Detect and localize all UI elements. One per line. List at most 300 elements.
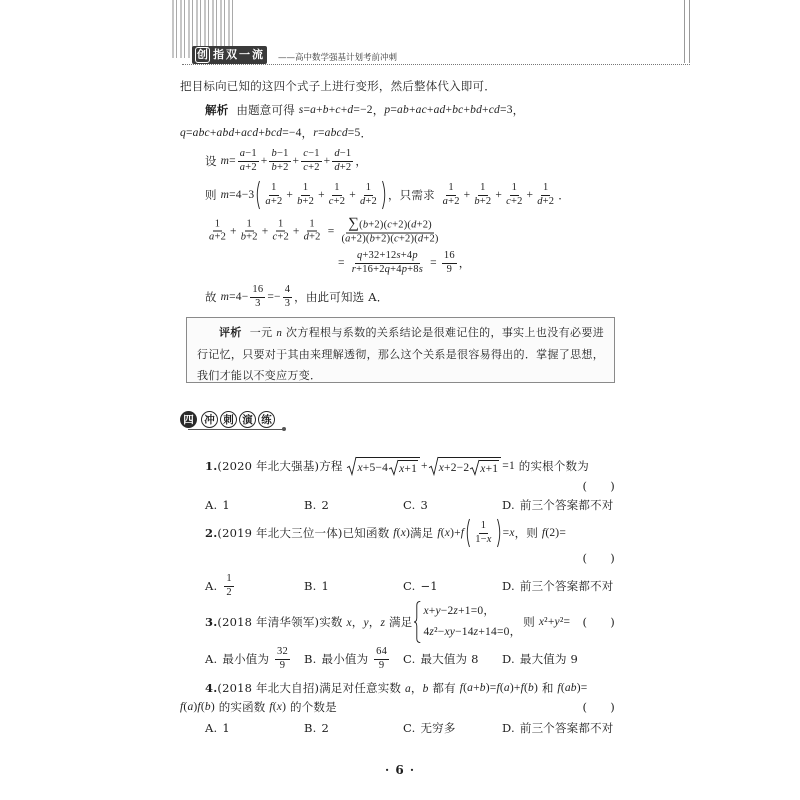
- summation-symbol: ∑: [348, 215, 360, 232]
- text-run: 1: [222, 498, 230, 512]
- radicand: [438, 457, 502, 475]
- fraction-numerator: 1: [478, 182, 487, 196]
- answer-bracket: ( ): [582, 615, 615, 629]
- math-expression: +: [323, 155, 331, 167]
- math-expression: +: [292, 225, 300, 237]
- question-line: [180, 699, 615, 715]
- math-variable: a: [467, 682, 474, 694]
- text-run: ，由此可知选 A．: [294, 290, 389, 304]
- options-row: [205, 573, 613, 599]
- option-label: D.: [502, 721, 515, 735]
- math-expression: =1: [502, 460, 515, 472]
- math-variable: c: [488, 104, 495, 116]
- math-variable: f: [541, 527, 546, 539]
- math-expression: +: [286, 189, 294, 201]
- text-run: 故: [205, 290, 221, 304]
- math-variable: b: [271, 161, 277, 173]
- math-variable: b: [222, 127, 229, 139]
- math-expression: =: [338, 257, 345, 269]
- fraction-denominator: (a+2)(b+2)(c+2)(d+2): [341, 233, 439, 244]
- fraction: [535, 182, 556, 208]
- math-variable: c: [336, 127, 342, 139]
- math-variable: c: [506, 195, 511, 207]
- math-variable: a: [241, 127, 248, 139]
- math-variable: b: [470, 104, 477, 116]
- fraction: [224, 573, 233, 599]
- fraction: [442, 250, 457, 276]
- text-run: ，只需求: [387, 188, 439, 202]
- section-title-char: 演: [239, 411, 256, 428]
- math-variable: x: [400, 527, 407, 539]
- math-variable: c: [394, 233, 399, 244]
- banner-char: 指: [213, 48, 224, 61]
- text-run: 前三个答案都不对: [519, 498, 614, 512]
- fraction-numerator: 16: [442, 250, 457, 264]
- math-variable: p: [401, 263, 408, 275]
- math-variable: a: [192, 127, 199, 139]
- fraction-denominator: c+2: [303, 161, 320, 173]
- fraction-numerator: 16: [250, 284, 265, 298]
- series-subtitle: ——高中数学强基计划考前冲刺: [278, 53, 398, 63]
- option-label: A.: [205, 498, 218, 512]
- math-variable: a: [433, 104, 440, 116]
- fraction-numerator: ∑(b+2)(c+2)(d+2): [348, 215, 432, 232]
- question-number: 3.: [205, 615, 218, 629]
- math-variable: c: [204, 127, 210, 139]
- math-variable: c: [458, 104, 464, 116]
- text-run: (2020 年北大强基)方程: [217, 459, 347, 473]
- text-run: ，: [301, 126, 314, 140]
- math-expression: =: [430, 257, 437, 269]
- fraction-denominator: 9: [279, 659, 286, 671]
- math-variable: d: [359, 195, 366, 207]
- math-variable: d: [476, 104, 483, 116]
- math-variable: m: [220, 189, 230, 201]
- math-variable: f: [557, 682, 561, 694]
- option-label: D.: [502, 652, 515, 666]
- banner-char: 双: [226, 48, 237, 61]
- fraction-numerator: 1: [224, 573, 233, 587]
- math-variable: a: [239, 148, 246, 159]
- text-run: 2: [321, 721, 330, 735]
- math-variable: y: [363, 617, 369, 629]
- math-variable: c: [270, 127, 277, 139]
- solution-line: [205, 182, 570, 208]
- text-run: ，则: [514, 526, 542, 540]
- text-run: 则: [205, 188, 221, 202]
- fraction: [339, 217, 440, 246]
- text-run: 前三个答案都不对: [519, 721, 614, 735]
- intro-line: 把目标向已知的这四个式子上进行变形，然后整体代入即可．: [180, 79, 496, 93]
- fraction: [238, 148, 259, 174]
- math-variable: z: [380, 617, 386, 629]
- math-variable: f: [460, 527, 465, 539]
- math-variable: y: [554, 616, 560, 628]
- fraction-denominator: d+2: [359, 195, 377, 207]
- math-variable: b: [240, 231, 247, 243]
- math-variable: s: [396, 250, 401, 261]
- option-b: [304, 579, 403, 593]
- fraction-denominator: 9: [378, 659, 385, 671]
- math-variable: f: [496, 682, 500, 694]
- fraction-denominator: r+16+2q+4p+8s: [351, 263, 424, 275]
- fraction-numerator: 1: [541, 182, 550, 196]
- right-parenthesis: [497, 519, 502, 547]
- text-run: 满足: [410, 526, 438, 540]
- fraction-denominator: b+2: [271, 161, 289, 173]
- math-variable: q: [356, 250, 363, 261]
- fraction-denominator: 3: [255, 297, 261, 309]
- math-variable: d: [537, 195, 543, 207]
- fraction-numerator: 1: [213, 218, 222, 232]
- math-variable: q: [180, 127, 186, 139]
- math-expression: f(2)=: [541, 527, 567, 539]
- math-variable: b: [570, 682, 577, 694]
- math-expression: p=ab+ac+ad+bc+bd+cd=3: [384, 104, 513, 116]
- text-run: 的个数是: [286, 700, 337, 714]
- math-variable: y: [435, 605, 441, 617]
- text-run: 最小值为: [222, 652, 274, 666]
- text-run: −1: [420, 579, 438, 593]
- option-c: [403, 651, 502, 667]
- math-variable: d: [347, 104, 354, 116]
- math-variable: f: [459, 682, 464, 694]
- math-variable: b: [479, 682, 486, 694]
- options-row: [205, 720, 613, 736]
- solution-line: [205, 102, 524, 118]
- math-expression: s=a+b+c+d=−2: [298, 104, 373, 116]
- option-label: B.: [304, 498, 317, 512]
- fraction: [473, 520, 493, 546]
- math-variable: x: [276, 701, 283, 713]
- math-variable: d: [334, 148, 340, 159]
- banner-char: 一: [239, 48, 250, 61]
- radical-sign: [347, 457, 356, 475]
- option-d: [502, 578, 613, 594]
- radical-sign-path: [347, 457, 356, 474]
- section-title-char: 冲: [201, 411, 218, 428]
- solution-line: [338, 250, 470, 276]
- text-run: 由题意可得: [236, 103, 299, 117]
- option-a: [205, 573, 304, 599]
- option-b: [304, 646, 403, 672]
- math-expression: f(ab)=: [557, 682, 588, 694]
- math-expression: f(x): [393, 527, 411, 539]
- square-root: [429, 457, 502, 475]
- math-variable: b: [198, 127, 205, 139]
- text-run: (2018 年清华领军)实数: [217, 615, 347, 629]
- math-variable: a: [216, 127, 223, 139]
- radical-sign-path: [389, 460, 398, 475]
- equation-rows: [423, 601, 521, 643]
- section-title-char: 练: [258, 411, 275, 428]
- left-parenthesis: [255, 181, 260, 209]
- radical-sign: [470, 460, 479, 475]
- math-variable: z: [453, 605, 459, 617]
- fraction-denominator: 1−x: [475, 533, 492, 545]
- big-parentheses: [255, 182, 387, 208]
- fraction: [302, 218, 323, 244]
- math-expression: m=4−: [220, 291, 249, 303]
- fraction-denominator: 3: [284, 297, 291, 309]
- math-variable: m: [220, 155, 230, 167]
- math-variable: c: [303, 161, 309, 173]
- question-line: [205, 520, 566, 546]
- fraction: [269, 148, 290, 174]
- math-variable: a: [415, 104, 422, 116]
- math-expression: +: [318, 189, 325, 201]
- math-variable: a: [265, 195, 271, 207]
- text-run: 最大值为 9: [519, 652, 579, 666]
- fraction: [332, 148, 353, 174]
- math-variable: d: [439, 104, 446, 116]
- fraction-denominator: d+2: [303, 231, 321, 243]
- math-variable: b: [322, 104, 329, 116]
- fraction-numerator: 1: [332, 182, 341, 196]
- fraction: [207, 218, 228, 244]
- fraction-numerator: c−1: [301, 148, 321, 162]
- math-variable: a: [310, 104, 317, 116]
- text-run: 则: [523, 615, 539, 629]
- option-d: [502, 497, 613, 513]
- math-variable: a: [324, 127, 331, 139]
- fraction: [350, 250, 425, 276]
- math-variable: d: [228, 127, 235, 139]
- text-run: 设: [205, 154, 221, 168]
- text-run: 满足: [385, 615, 413, 629]
- text-run: ．: [360, 126, 373, 140]
- math-variable: q: [384, 263, 391, 275]
- section-number: 四: [180, 411, 197, 428]
- text-run: 次方程根与系数的关系结论是很难记住的，事实上也没有必要进行记忆，只要对于其由来理解透彻，那么这个关系是很容易得出的．掌握了思想，我们才能以不变应万变．: [197, 326, 604, 382]
- review-text: [187, 318, 614, 386]
- fraction-denominator: 9: [446, 263, 453, 275]
- math-expression: +: [292, 155, 300, 167]
- math-variable: x: [486, 533, 492, 545]
- math-variable: x: [444, 527, 451, 539]
- math-variable: b: [297, 195, 303, 207]
- fraction-denominator: c+2: [506, 195, 523, 207]
- fraction-denominator: a+2: [442, 195, 460, 207]
- math-variable: p: [384, 104, 391, 116]
- fraction: [283, 284, 292, 310]
- section-underline: [188, 429, 284, 430]
- text-run: ，: [458, 256, 471, 270]
- text-run: 都有: [428, 681, 460, 695]
- solution-line: [205, 217, 443, 246]
- math-variable: b: [403, 104, 409, 116]
- parenthesized-expression: [261, 182, 381, 208]
- text-run: ，: [355, 154, 368, 168]
- math-variable: c: [247, 127, 253, 139]
- math-variable: b: [265, 127, 271, 139]
- right-parenthesis-path: [497, 519, 499, 547]
- math-variable: b: [474, 195, 480, 207]
- fraction: [263, 182, 284, 208]
- math-variable: z: [429, 626, 435, 638]
- math-variable: a: [397, 104, 403, 116]
- math-expression: +: [261, 225, 269, 237]
- option-label: B.: [304, 652, 317, 666]
- fraction: [239, 218, 260, 244]
- text-run: 3: [420, 498, 428, 512]
- math-expression: x+1: [399, 463, 418, 475]
- option-c: [403, 720, 502, 736]
- fraction-numerator: 1: [276, 218, 285, 232]
- fraction: [295, 182, 316, 208]
- math-variable: x: [438, 461, 445, 474]
- math-variable: r: [313, 127, 318, 139]
- math-expression: x²+y²=: [538, 616, 571, 628]
- math-variable: f: [393, 527, 397, 539]
- solution-line: [205, 284, 388, 310]
- option-a: [205, 721, 304, 735]
- right-parenthesis: [382, 181, 387, 209]
- option-label: A.: [205, 721, 218, 735]
- left-parenthesis-path: [258, 181, 260, 209]
- option-a: [205, 498, 304, 512]
- fraction: [275, 646, 290, 672]
- section-heading: [180, 409, 277, 429]
- math-expression: a，b: [404, 683, 429, 695]
- math-variable: d: [276, 127, 283, 139]
- math-expression: m=4−3: [220, 189, 255, 201]
- option-b: [304, 498, 403, 512]
- option-c: [403, 579, 502, 593]
- text-run: ，: [372, 103, 385, 117]
- math-variable: z: [473, 626, 479, 638]
- math-variable: c: [421, 104, 427, 116]
- fraction: [301, 148, 321, 174]
- fraction-denominator: b+2: [474, 195, 492, 207]
- text-run: 1: [321, 579, 330, 593]
- fraction-denominator: b+2: [240, 231, 258, 243]
- option-label: C.: [403, 498, 416, 512]
- math-variable: r: [351, 263, 357, 275]
- text-run: 无穷多: [420, 721, 456, 735]
- text-run: 一元: [249, 326, 277, 339]
- math-variable: a: [345, 233, 351, 244]
- math-variable: n: [276, 327, 283, 339]
- fraction: [270, 218, 290, 244]
- question-number: 2.: [205, 526, 218, 540]
- math-variable: a: [239, 161, 246, 173]
- options-row: [205, 646, 578, 672]
- text-run: 前三个答案都不对: [519, 579, 614, 593]
- math-expression: =x: [502, 527, 515, 539]
- fraction-numerator: 4: [283, 284, 292, 298]
- math-variable: d: [252, 127, 259, 139]
- fraction: [358, 182, 379, 208]
- fraction-numerator: q+32+12s+4p: [355, 250, 420, 264]
- solution-line: [180, 125, 372, 141]
- math-expression: +: [349, 189, 356, 201]
- math-expression: m=: [220, 155, 236, 167]
- math-expression: =: [327, 225, 335, 237]
- math-variable: d: [417, 233, 424, 244]
- math-variable: s: [298, 104, 304, 116]
- equation-row: 4z²−xy−14z+14=0，: [423, 626, 522, 638]
- math-variable: b: [271, 148, 277, 159]
- fraction-numerator: 32: [275, 646, 290, 660]
- math-expression: x+2−2: [438, 461, 470, 474]
- math-expression: =−: [267, 291, 281, 303]
- header-side-lines: [684, 0, 690, 63]
- math-variable: b: [528, 682, 534, 694]
- option-b: [304, 721, 403, 735]
- left-parenthesis-path: [467, 519, 469, 547]
- banner-char: 流: [252, 48, 263, 61]
- math-variable: d: [341, 127, 348, 139]
- math-expression: f(x)+f: [437, 527, 465, 539]
- math-variable: a: [404, 683, 411, 695]
- fraction-numerator: 1: [510, 182, 519, 196]
- big-parentheses: [465, 520, 501, 546]
- math-variable: f: [269, 701, 273, 713]
- math-variable: x: [444, 626, 450, 638]
- options-row: [205, 497, 613, 513]
- fraction-denominator: 2: [226, 586, 232, 598]
- solution-line: [205, 148, 367, 174]
- math-expression: x+5−4: [357, 461, 389, 474]
- left-brace-path: [414, 601, 420, 642]
- math-variable: b: [422, 683, 429, 695]
- fraction-numerator: 1: [301, 182, 310, 196]
- fraction-numerator: 1: [269, 182, 278, 196]
- math-variable: x: [423, 605, 429, 617]
- block-label: 评析: [219, 326, 242, 339]
- text-run: ，: [512, 103, 525, 117]
- fraction-denominator: c+2: [328, 195, 346, 207]
- block-label: 解析: [205, 103, 229, 117]
- fraction: [504, 182, 524, 208]
- series-banner: [192, 46, 267, 64]
- text-run: 最小值为: [321, 652, 373, 666]
- math-variable: d: [494, 104, 500, 116]
- fraction-numerator: d−1: [332, 148, 353, 162]
- math-expression: +: [463, 189, 471, 201]
- text-run: 的实函数: [214, 700, 270, 714]
- fraction-numerator: 1: [307, 218, 316, 232]
- left-brace: [414, 601, 421, 643]
- option-label: A.: [205, 652, 218, 666]
- fraction-denominator: a+2: [239, 161, 257, 173]
- math-variable: a: [564, 682, 571, 694]
- equation-row: x+y−2z+1=0，: [423, 605, 496, 617]
- option-c: [403, 498, 502, 512]
- equation-system: [414, 601, 521, 643]
- math-variable: f: [180, 701, 184, 713]
- question-line: [205, 601, 615, 643]
- radicand: [398, 460, 418, 475]
- math-variable: s: [418, 263, 424, 275]
- math-expression: q=abc+abd+acd+bcd=−4: [180, 127, 302, 139]
- fraction-numerator: b−1: [269, 148, 290, 162]
- option-label: B.: [304, 579, 317, 593]
- option-label: C.: [403, 721, 416, 735]
- math-variable: c: [387, 219, 393, 231]
- math-expression: +: [230, 225, 237, 237]
- option-label: D.: [502, 498, 515, 512]
- parenthesized-expression: [471, 520, 495, 546]
- option-label: C.: [403, 652, 416, 666]
- math-variable: c: [303, 148, 309, 159]
- fraction-numerator: 1: [446, 182, 455, 196]
- option-d: [502, 651, 578, 667]
- fraction: [250, 284, 265, 310]
- text-run: (2019 年北大三位一体)已知函数: [217, 526, 394, 540]
- math-variable: m: [220, 291, 230, 303]
